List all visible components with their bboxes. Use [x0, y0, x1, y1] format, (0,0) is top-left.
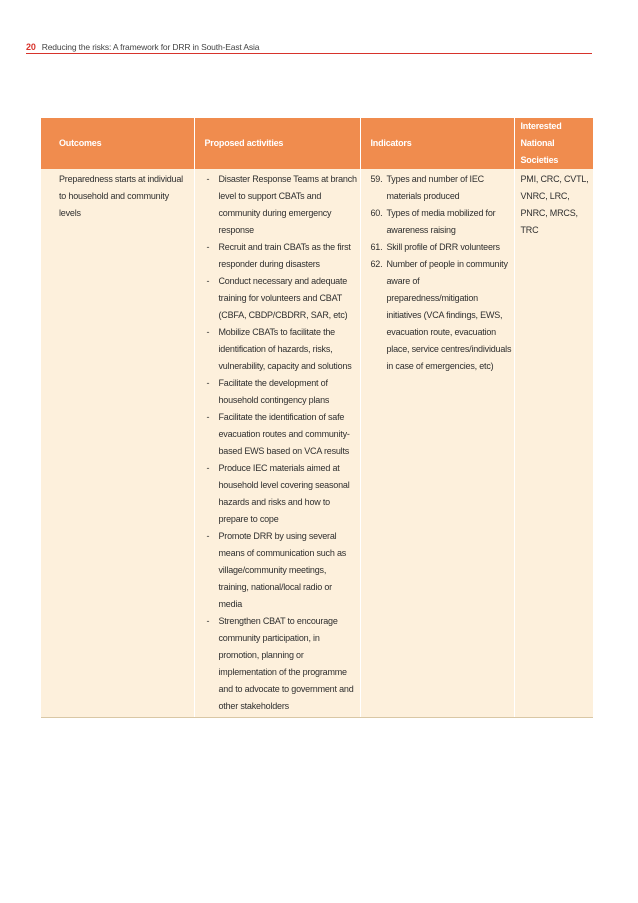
indicators-header: Indicators	[360, 118, 514, 169]
outcome-cell: Preparedness starts at individual to household and community levels	[41, 169, 194, 718]
running-title: Reducing the risks: A framework for DRR in South-East Asia	[41, 42, 260, 52]
indicator-number: 59.	[370, 174, 383, 184]
indicator-number: 60.	[370, 208, 383, 218]
activity-item: - Strengthen CBAT to encourage community participation, in promotion, planning or implementation of the programme and to advocate to government and other stakeholders	[205, 613, 358, 715]
indicator-item	[371, 171, 512, 205]
indicator-item	[371, 205, 512, 239]
indicator-item	[371, 239, 512, 256]
indicator-number: 61.	[370, 242, 383, 252]
activities-cell	[194, 169, 360, 718]
indicator-text: Types and number of IEC materials produced	[386, 174, 484, 201]
activity-item: - Recruit and train CBATs as the first responder during disasters	[205, 239, 358, 273]
societies-header-line: Interested	[520, 121, 562, 131]
indicator-item	[371, 256, 512, 375]
indicator-text: Number of people in community aware of preparedness/mitigation initiatives (VCA findings, EWS, evacuation route, evacuation place, service centres/individuals in case of emergencies, etc)	[386, 259, 512, 371]
societies-header	[514, 118, 593, 169]
societies-cell: PMI, CRC, CVTL, VNRC, LRC, PNRC, MRCS, TRC	[514, 169, 593, 718]
header-row	[41, 118, 593, 169]
societies-header-line: National	[520, 138, 555, 148]
indicator-number: 62.	[370, 259, 383, 269]
activity-item: - Conduct necessary and adequate training for volunteers and CBAT (CBFA, CBDP/CBDRR, SAR, etc)	[205, 273, 358, 324]
activity-item: - Mobilize CBATs to facilitate the identification of hazards, risks, vulnerability, capacity and solutions	[205, 324, 358, 375]
outcomes-header: Outcomes	[41, 118, 194, 169]
table-row	[41, 169, 593, 718]
activity-item: - Facilitate the identification of safe evacuation routes and community-based EWS based on VCA results	[205, 409, 358, 460]
societies-header-line: Societies	[520, 155, 559, 165]
indicators-list	[371, 171, 512, 375]
indicators-cell	[360, 169, 514, 718]
activity-item: - Disaster Response Teams at branch level to support CBATs and community during emergency response	[205, 171, 358, 239]
table-header	[41, 118, 593, 169]
framework-table	[41, 118, 593, 718]
activities-header: Proposed activities	[194, 118, 360, 169]
activity-item: - Produce IEC materials aimed at household level covering seasonal hazards and risks and how to prepare to cope	[205, 460, 358, 528]
activity-item: - Facilitate the development of household contingency plans	[205, 375, 358, 409]
page-number: 20	[26, 42, 36, 52]
activities-list	[205, 171, 358, 715]
indicator-text: Skill profile of DRR volunteers	[386, 242, 500, 252]
header-divider	[26, 53, 592, 54]
indicator-text: Types of media mobilized for awareness raising	[386, 208, 496, 235]
activity-item: - Promote DRR by using several means of communication such as village/community meetings, training, national/local radio or media	[205, 528, 358, 613]
